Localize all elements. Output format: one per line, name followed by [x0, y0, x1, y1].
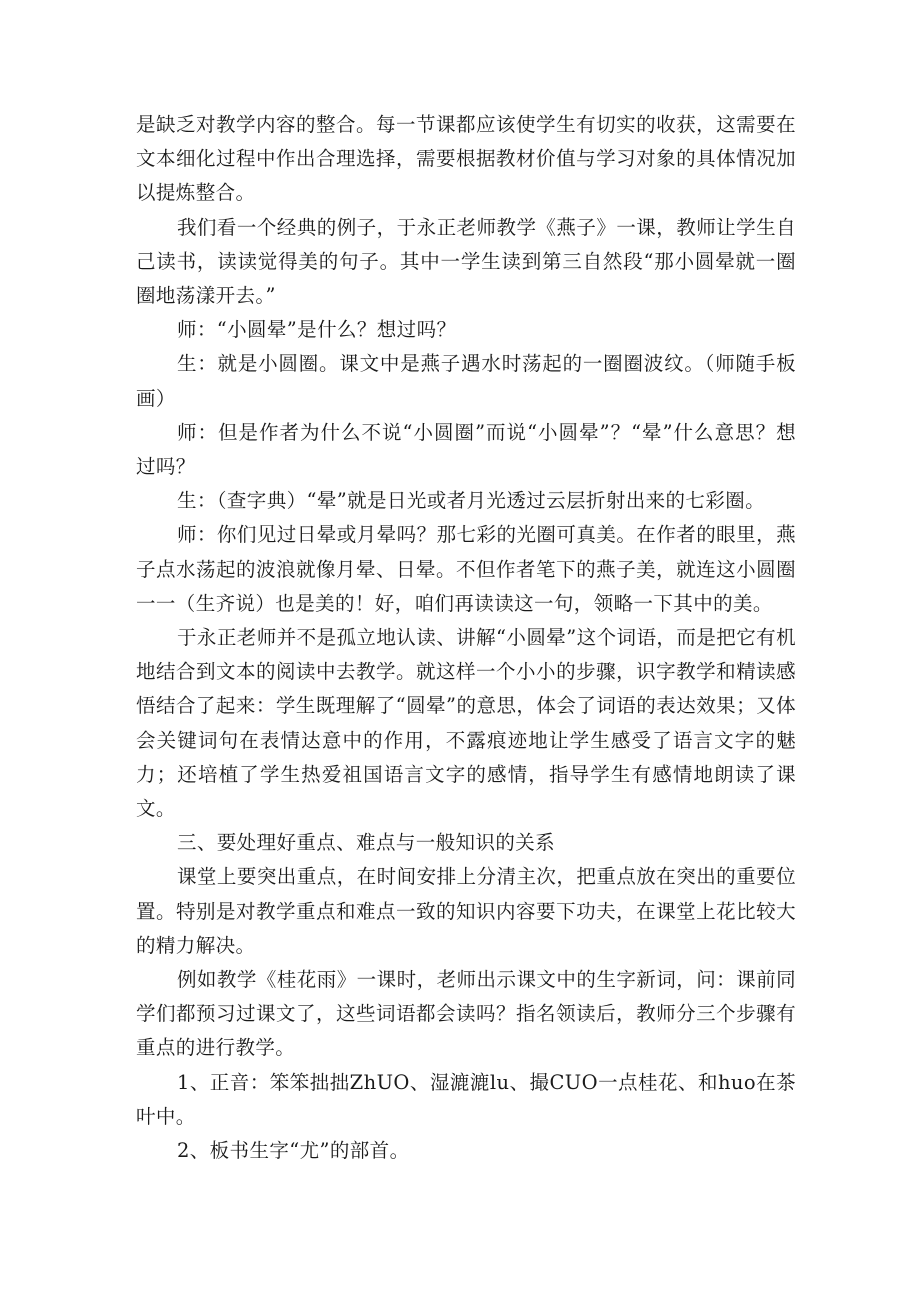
- section-heading: 三、要处理好重点、难点与一般知识的关系: [176, 831, 556, 855]
- dialogue-line: 师：“小圆晕”是什么？想过吗？: [176, 318, 457, 342]
- dialogue-line: 师：你们见过日晕或月晕吗？那七彩的光圈可真美。在作者的眼里，燕子点水荡起的波浪就像月晕、日晕。不但作者笔下的燕子美，就连这小圆圈一一（生齐说）也是美的！好，咱们再读读这一句，领略一下其中的美。: [136, 523, 796, 615]
- paragraph: 于永正老师并不是孤立地认读、讲解“小圆晕”这个词语，而是把它有机地结合到文本的阅读中去教学。就这样一个小小的步骤，识字教学和精读感悟结合了起来：学生既理解了“圆晕”的意思，体会了词语的表达效果；又体会关键词句在表情达意中的作用，不露痕迹地让学生感受了语言文字的魅力；还培植了学生热爱祖国语言文字的感情，指导学生有感情地朗读了课文。: [136, 626, 796, 821]
- list-item: 1、正音：笨笨拙拙ZhUO、湿漉漉lu、撮CUO一点桂花、和huo在茶叶中。: [136, 1070, 796, 1128]
- document-body: [136, 108, 796, 1168]
- dialogue-line: 师：但是作者为什么不说“小圆圈”而说“小圆晕”？“晕”什么意思？想过吗？: [136, 420, 796, 479]
- list-item: 2、板书生字“尤”的部首。: [176, 1139, 410, 1163]
- paragraph: 课堂上要突出重点，在时间安排上分清主次，把重点放在突出的重要位置。特别是对教学重点和难点一致的知识内容要下功夫，在课堂上花比较大的精力解决。: [136, 865, 796, 957]
- paragraph: 我们看一个经典的例子，于永正老师教学《燕子》一课，教师让学生自己读书，读读觉得美的句子。其中一学生读到第三自然段“那小圆晕就一圈圈地荡漾开去。”: [136, 215, 796, 308]
- dialogue-line: 生：（查字典）“晕”就是日光或者月光透过云层折射出来的七彩圈。: [176, 489, 766, 513]
- paragraph: 例如教学《桂花雨》一课时，老师出示课文中的生字新词，问：课前同学们都预习过课文了，这些词语都会读吗？指名领读后，教师分三个步骤有重点的进行教学。: [136, 968, 796, 1060]
- dialogue-line: 生：就是小圆圈。课文中是燕子遇水时荡起的一圈圈波纹。（师随手板画）: [136, 352, 796, 410]
- paragraph: 是缺乏对教学内容的整合。每一节课都应该使学生有切实的收获，这需要在文本细化过程中作出合理选择，需要根据教材价值与学习对象的具体情况加以提炼整合。: [136, 113, 796, 205]
